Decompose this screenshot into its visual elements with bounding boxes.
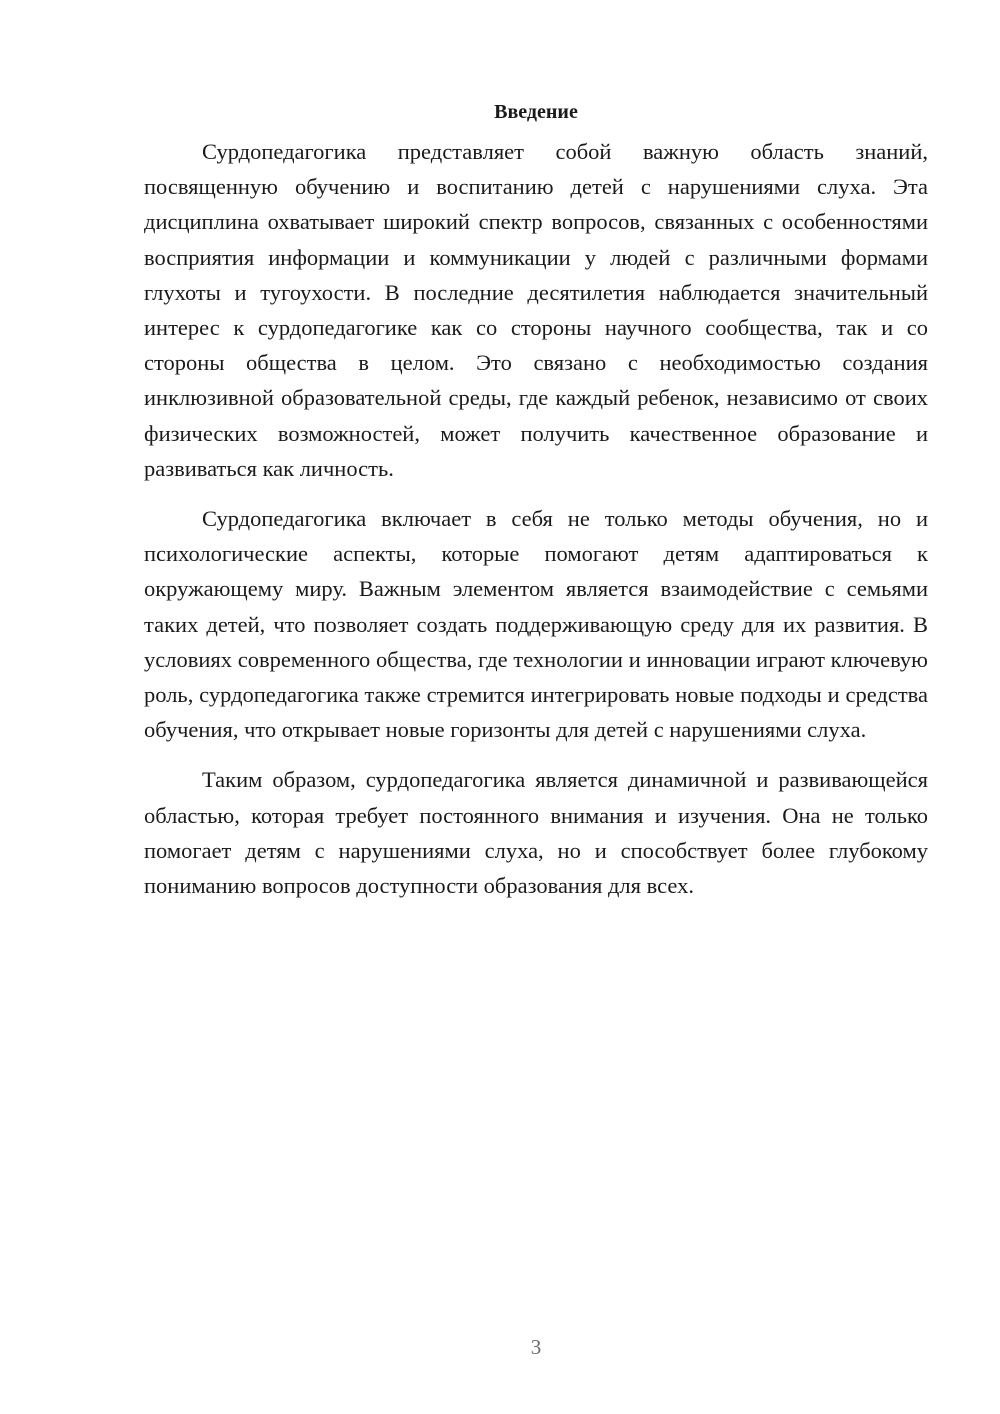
page-content xyxy=(144,98,928,918)
paragraph-1: Сурдопедагогика представляет собой важную область знаний, посвященную обучению и воспитанию детей с нарушениями слуха. Эта дисциплина охватывает широкий спектр вопросов, связанных с особенностями восприятия информации и коммуникации у людей с различными формами глухоты и тугоухости. В последние десятилетия наблюдается значительный интерес к сурдопедагогике как со стороны научного сообщества, так и со стороны общества в целом. Это связано с необходимостью создания инклюзивной образовательной среды, где каждый ребенок, независимо от своих физических возможностей, может получить качественное образование и развиваться как личность. xyxy=(144,139,928,481)
paragraph-2: Сурдопедагогика включает в себя не только методы обучения, но и психологические аспекты, которые помогают детям адаптироваться к окружающему миру. Важным элементом является взаимодействие с семьями таких детей, что позволяет создать поддерживающую среду для их развития. В условиях современного общества, где технологии и инновации играют ключевую роль, сурдопедагогика также стремится интегрировать новые подходы и средства обучения, что открывает новые горизонты для детей с нарушениями слуха. xyxy=(144,506,928,743)
page-number: 3 xyxy=(530,1335,542,1359)
paragraph-3: Таким образом, сурдопедагогика является динамичной и развивающейся областью, которая требует постоянного внимания и изучения. Она не только помогает детям с нарушениями слуха, но и способствует более глубокому пониманию вопросов доступности образования для всех. xyxy=(144,767,928,899)
section-title: Введение xyxy=(494,101,578,123)
